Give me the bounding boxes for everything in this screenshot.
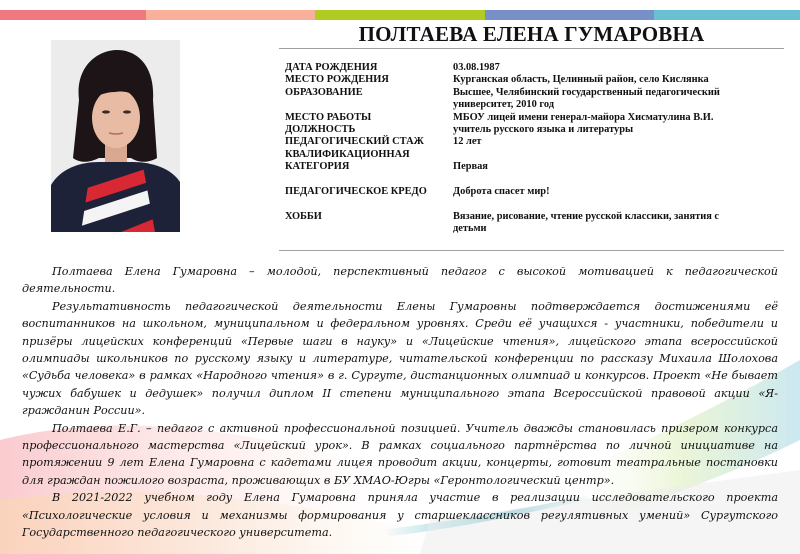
info-row-category (285, 149, 780, 174)
info-row-workplace (285, 112, 780, 124)
color-bar-segment-lime (315, 10, 485, 20)
bio-paragraph: В 2021-2022 учебном году Елена Гумаровна приняла участие в реализации исследовательского проекта «Психологические условия и механизмы формирования у старшеклассников регулятивных умений» Сургутского Государственного педагогического университета. (22, 491, 778, 540)
info-row-position (285, 124, 780, 136)
info-label: КВАЛИФИКАЦИОННАЯ КАТЕГОРИЯ (285, 148, 410, 173)
info-value: МБОУ лицей имени генерал-майора Хисматулина В.И. (453, 111, 714, 123)
info-row-birth-place (285, 74, 780, 86)
info-label: ДОЛЖНОСТЬ (285, 124, 356, 136)
info-row-experience (285, 136, 780, 148)
personal-info-table (285, 62, 780, 236)
color-bar-segment-peach (146, 10, 315, 20)
info-label: ОБРАЗОВАНИЕ (285, 86, 363, 98)
info-value: Высшее, Челябинский государственный педагогический университет, 2010 год (453, 86, 720, 111)
info-label: ДАТА РОЖДЕНИЯ (285, 62, 378, 73)
info-value: Вязание, рисование, чтение русской классики, занятия с детьми (453, 210, 720, 235)
info-value: Доброта спасет мир! (453, 186, 550, 198)
bio-paragraph: Полтаева Елена Гумаровна – молодой, перспективный педагог с высокой мотивацией к педагогической деятельности. (22, 265, 778, 296)
info-bottom-divider (279, 250, 784, 251)
bio-paragraph: Полтаева Е.Г. – педагог с активной профессиональной позицией. Учитель дважды становилась призером конкурса профессионального мастерства «Лицейский урок». В рамках социального партнёрства по личной инициативе на протяжении 9 лет Елена Гумаровна с кадетами лицея проводит акции, концерты, готовит театральные постановки для граждан пожилого возраста, проживающих в БУ ХМАО-Югры «Геронтологический центр». (22, 421, 778, 487)
info-value: Курганская область, Целинный район, село Кислянка (453, 74, 709, 86)
color-bar-segment-red (0, 10, 146, 20)
info-row-credo (285, 186, 780, 198)
info-label: МЕСТО РАБОТЫ (285, 111, 372, 123)
info-label: ПЕДАГОГИЧЕСКОЕ КРЕДО (285, 186, 427, 198)
color-bar-segment-cyan (654, 10, 800, 20)
info-value: 12 лет (453, 136, 482, 148)
info-row-hobby (285, 211, 780, 236)
info-label: ПЕДАГОГИЧЕСКИЙ СТАЖ (285, 136, 424, 148)
info-value: Первая (453, 161, 488, 173)
info-value: учитель русского языка и литературы (453, 124, 634, 136)
spacer (285, 198, 780, 210)
info-row-birth-date (285, 62, 780, 74)
info-value: 03.08.1987 (453, 62, 500, 73)
spacer (285, 174, 780, 186)
info-label: ХОББИ (285, 210, 322, 222)
info-row-education (285, 87, 780, 112)
info-label: МЕСТО РОЖДЕНИЯ (285, 74, 389, 86)
header-color-bar (0, 10, 800, 20)
color-bar-segment-blue (485, 10, 654, 20)
portrait-illustration (51, 40, 180, 232)
portrait-photo (51, 40, 180, 232)
title-divider (279, 48, 784, 49)
bio-paragraph: Результативность педагогической деятельности Елены Гумаровны подтверждается достижениями её воспитанников на школьном, муниципальном и федеральном уровнях. Среди её учащихся - участники, победители и призёры лицейских конференций «Первые шаги в науку» и «Лицейские чтения», лицейского этапа всероссийской олимпиады школьников по русскому языку и литературе, читательской конференции по рассказу Михаила Шолохова «Судьба человека» в рамках «Народного чтения» в г. Сургуте, дистанционных олимпиад и конкурсов. Проект «Не бывает чужих бабушек и дедушек» получил диплом II степени муниципального этапа Всероссийской правовой акции «Я-гражданин России». (22, 299, 778, 418)
biography-text (22, 263, 778, 542)
page-title: ПОЛТАЕВА ЕЛЕНА ГУМАРОВНА (358, 22, 705, 46)
